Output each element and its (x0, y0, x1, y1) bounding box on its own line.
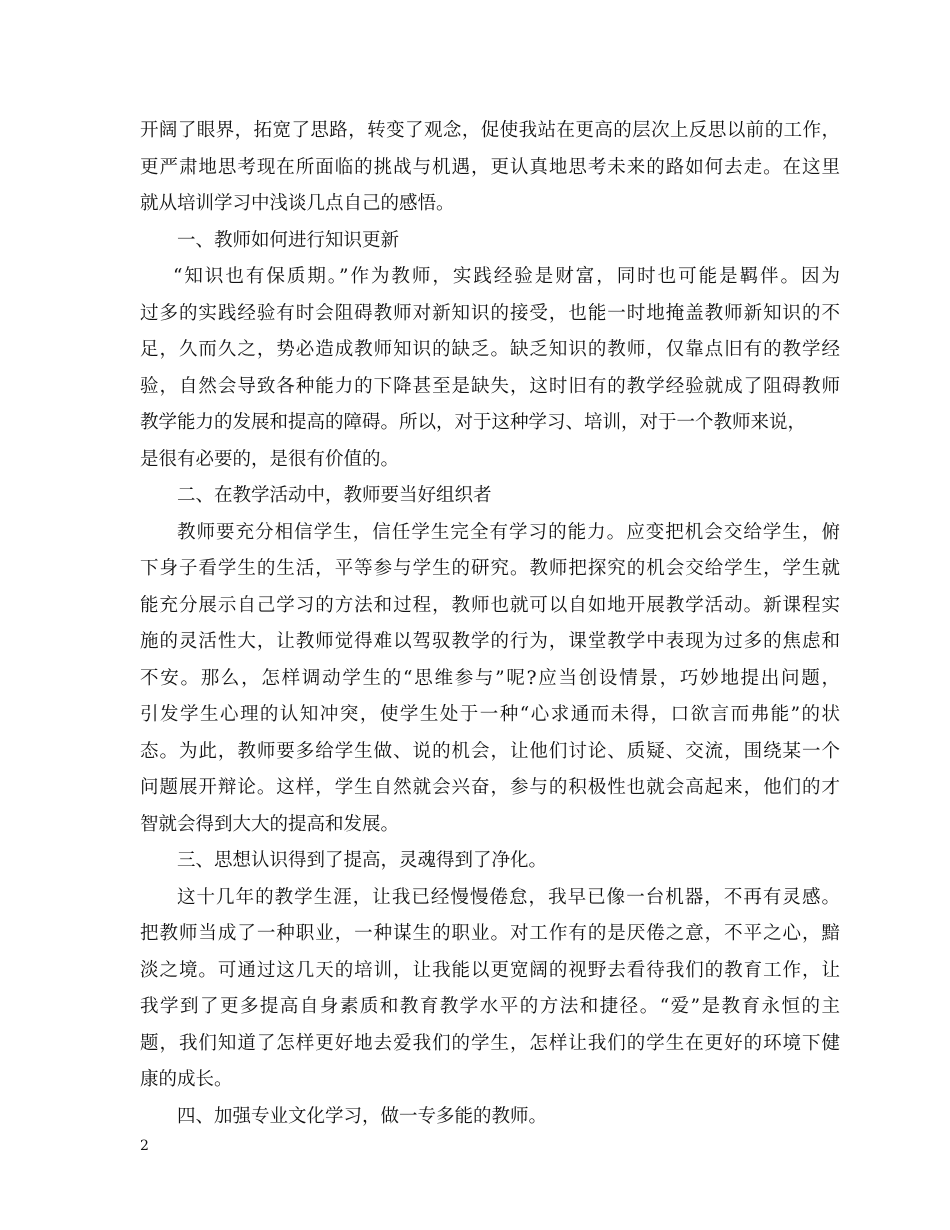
body-line-8: 验，自然会导致各种能力的下降甚至是缺失，这时旧有的教学经验就成了阻碍教师 (140, 375, 840, 397)
body-line-17: 引发学生心理的认知冲突，使学生处于一种“心求通而未得，口欲言而弗能”的状 (140, 704, 840, 725)
page-number: 2 (140, 1138, 149, 1154)
body-line-26: 题，我们知道了怎样更好地去爱我们的学生，怎样让我们的学生在更好的环境下健 (140, 1032, 840, 1054)
body-line-3: 就从培训学习中浅谈几点自己的感悟。 (140, 193, 455, 214)
section-heading-1: 一、教师如何进行知识更新 (177, 229, 400, 251)
body-line-14: 能充分展示自己学习的方法和过程，教师也就可以自如地开展教学活动。新课程实 (140, 594, 840, 616)
body-line-15: 施的灵活性大，让教师觉得难以驾驭教学的行为，课堂教学中表现为过多的焦虑和 (140, 631, 840, 652)
body-line-20: 智就会得到大大的提高和发展。 (140, 813, 400, 835)
section-heading-4: 四、加强专业文化学习，做一专多能的教师。 (177, 1105, 548, 1127)
body-line-5: “知识也有保质期。”作为教师，实践经验是财富，同时也可能是羁伴。因为 (173, 266, 840, 287)
document-body (140, 113, 840, 1135)
body-line-27: 康的成长。 (140, 1069, 233, 1090)
body-line-12: 教师要充分相信学生，信任学生完全有学习的能力。应变把机会交给学生，俯 (177, 521, 840, 543)
body-line-16: 不安。那么，怎样调动学生的“思维参与”呢?应当创设情景，巧妙地提出问题， (140, 667, 840, 689)
body-line-1: 开阔了眼界，拓宽了思路，转变了观念，促使我站在更高的层次上反思以前的工作， (140, 120, 840, 141)
section-heading-2: 二、在教学活动中，教师要当好组织者 (177, 485, 492, 506)
body-line-22: 这十几年的教学生涯，让我已经慢慢倦怠，我早已像一台机器，不再有灵感。 (177, 886, 840, 908)
body-line-10: 是很有必要的，是很有价值的。 (140, 448, 400, 470)
body-line-13: 下身子看学生的生活，平等参与学生的研究。教师把探究的机会交给学生，学生就 (140, 558, 840, 579)
body-line-24: 淡之境。可通过这几天的培训，让我能以更宽阔的视野去看待我们的教育工作，让 (140, 959, 840, 981)
body-line-7: 足，久而久之，势必造成教师知识的缺乏。缺乏知识的教师，仅靠点旧有的教学经 (140, 339, 840, 360)
body-line-2: 更严肃地思考现在所面临的挑战与机遇，更认真地思考未来的路如何去走。在这里 (140, 156, 840, 178)
body-line-6: 过多的实践经验有时会阻碍教师对新知识的接受，也能一时地掩盖教师新知识的不 (140, 302, 840, 324)
body-line-23: 把教师当成了一种职业，一种谋生的职业。对工作有的是厌倦之意，不平之心，黯 (140, 923, 840, 944)
section-heading-3: 三、思想认识得到了提高，灵魂得到了净化。 (177, 850, 548, 871)
body-line-18: 态。为此，教师要多给学生做、说的机会，让他们讨论、质疑、交流，围绕某一个 (140, 740, 840, 762)
body-line-19: 问题展开辩论。这样，学生自然就会兴奋，参与的积极性也就会高起来，他们的才 (140, 777, 840, 798)
body-line-25: 我学到了更多提高自身素质和教育教学水平的方法和捷径。“爱”是教育永恒的主 (140, 996, 840, 1017)
body-line-9: 教学能力的发展和提高的障碍。所以，对于这种学习、培训，对于一个教师来说， (140, 412, 807, 433)
